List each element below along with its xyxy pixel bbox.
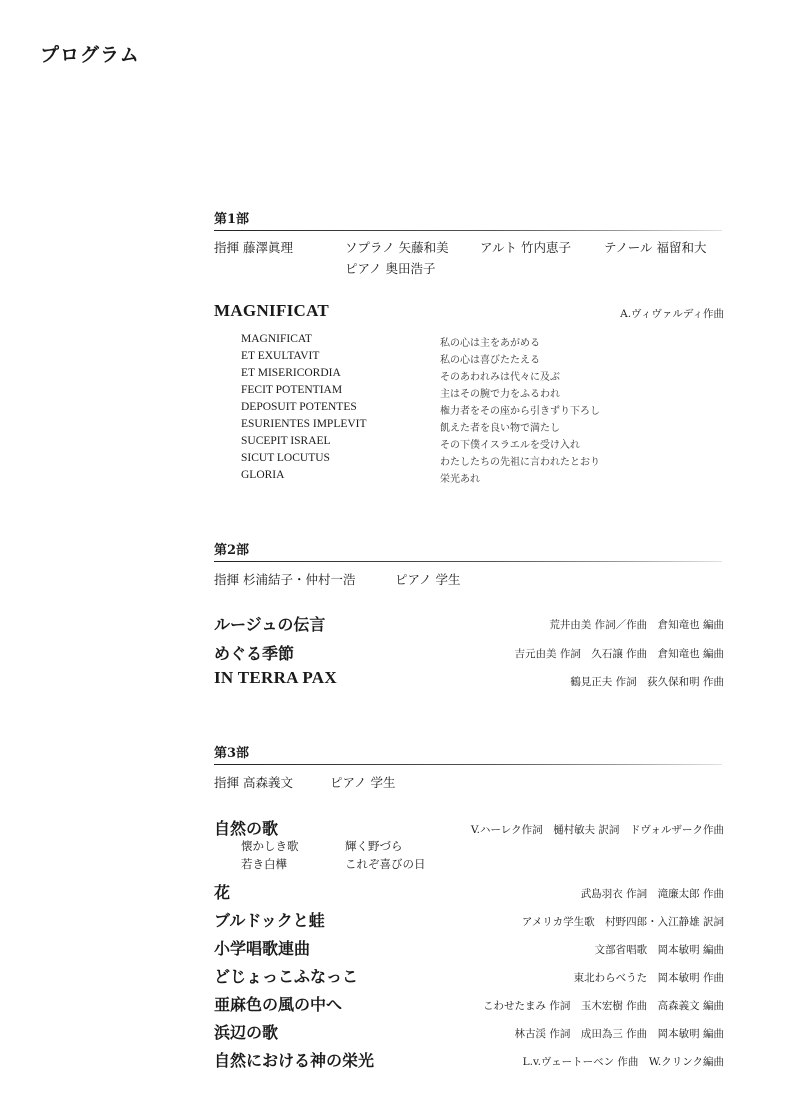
- work-title: めぐる季節: [214, 644, 295, 663]
- part1-alto: アルト 竹内恵子: [480, 240, 571, 255]
- work-credit: こわせたまみ 作詞 玉木宏樹 作曲 高森義文 編曲: [482, 1000, 724, 1012]
- movement-japanese: 私の心は主をあがめる: [440, 338, 540, 349]
- page-title: プログラム: [40, 44, 140, 66]
- part1-tenor: テノール 福留和大: [604, 240, 707, 255]
- movement-japanese: 飢えた者を良い物で満たし: [440, 423, 560, 434]
- movement-latin: ET EXULTAVIT: [241, 350, 320, 362]
- part3-piano: ピアノ 学生: [330, 775, 396, 790]
- sub-song: 輝く野づら: [345, 839, 403, 853]
- movement-japanese: その下僕イスラエルを受け入れ: [440, 440, 580, 451]
- work-title: 花: [214, 883, 231, 902]
- work-credit-magnificat: A.ヴィヴァルディ作曲: [620, 308, 724, 320]
- work-credit: 武島羽衣 作詞 滝廉太郎 作曲: [580, 888, 724, 900]
- work-credit: 林古渓 作詞 成田為三 作曲 岡本敏明 編曲: [514, 1028, 724, 1040]
- movement-latin: MAGNIFICAT: [241, 333, 312, 345]
- part2-conductor: 指揮 杉浦結子・仲村一浩: [214, 572, 356, 587]
- work-title: 亜麻色の風の中へ: [214, 995, 343, 1014]
- movement-latin: FECIT POTENTIAM: [241, 384, 343, 396]
- part1-piano: ピアノ 奥田浩子: [345, 261, 436, 276]
- work-credit: アメリカ学生歌 村野四郎・入江静雄 訳詞: [521, 916, 724, 928]
- work-title: 浜辺の歌: [214, 1023, 279, 1042]
- work-title: 自然における神の栄光: [214, 1051, 375, 1070]
- part1-conductor: 指揮 藤澤眞理: [214, 240, 293, 255]
- sub-song: これぞ喜びの日: [345, 857, 426, 871]
- movement-japanese: そのあわれみは代々に及ぶ: [440, 372, 560, 383]
- work-credit: 東北わらべうた 岡本敏明 作曲: [573, 972, 724, 984]
- movement-japanese: わたしたちの先祖に言われたとおり: [440, 457, 600, 468]
- part1-soprano: ソプラノ 矢藤和美: [345, 240, 449, 255]
- part2-piano: ピアノ 学生: [395, 572, 461, 587]
- work-title: 自然の歌: [214, 819, 279, 838]
- sub-song: 懐かしき歌: [241, 839, 299, 853]
- work-title: どじょっこふなっこ: [214, 967, 359, 986]
- work-title-magnificat: MAGNIFICAT: [214, 301, 330, 320]
- movement-latin: ESURIENTES IMPLEVIT: [241, 418, 367, 430]
- work-credit: L.v.ヴェートーベン 作曲 W.クリンク編曲: [522, 1056, 724, 1068]
- work-title: IN TERRA PAX: [214, 668, 337, 687]
- work-title: 小学唱歌連曲: [214, 939, 311, 958]
- movement-latin: DEPOSUIT POTENTES: [241, 401, 357, 413]
- part1-heading: 第1部: [214, 212, 250, 227]
- work-credit: 鶴見正夫 作詞 荻久保和明 作曲: [570, 676, 724, 688]
- part3-conductor: 指揮 高森義文: [214, 775, 293, 790]
- work-title: ブルドックと蛙: [214, 911, 325, 930]
- movement-latin: SUCEPIT ISRAEL: [241, 435, 331, 447]
- movement-japanese: 主はその腕で力をふるわれ: [440, 389, 560, 400]
- movement-japanese: 権力者をその座から引きずり下ろし: [440, 406, 600, 417]
- movement-japanese: 栄光あれ: [440, 474, 480, 485]
- work-credit: 荒井由美 作詞／作曲 倉知竜也 編曲: [549, 619, 724, 631]
- part2-heading: 第2部: [214, 543, 250, 558]
- part1-divider: [214, 230, 722, 231]
- work-title: ルージュの伝言: [214, 615, 326, 634]
- part2-divider: [214, 561, 722, 562]
- movement-latin: GLORIA: [241, 469, 285, 481]
- movement-japanese: 私の心は喜びたたえる: [440, 355, 540, 366]
- movement-latin: SICUT LOCUTUS: [241, 452, 330, 464]
- work-credit: 文部省唱歌 岡本敏明 編曲: [594, 944, 724, 956]
- part3-heading: 第3部: [214, 746, 250, 761]
- work-credit: V.ハーレク作詞 樋村敏夫 訳詞 ドヴォルザーク作曲: [470, 824, 724, 836]
- movement-latin: ET MISERICORDIA: [241, 367, 341, 379]
- work-credit: 吉元由美 作詞 久石譲 作曲 倉知竜也 編曲: [514, 648, 724, 660]
- sub-song: 若き白樺: [241, 857, 287, 871]
- part3-divider: [214, 764, 722, 765]
